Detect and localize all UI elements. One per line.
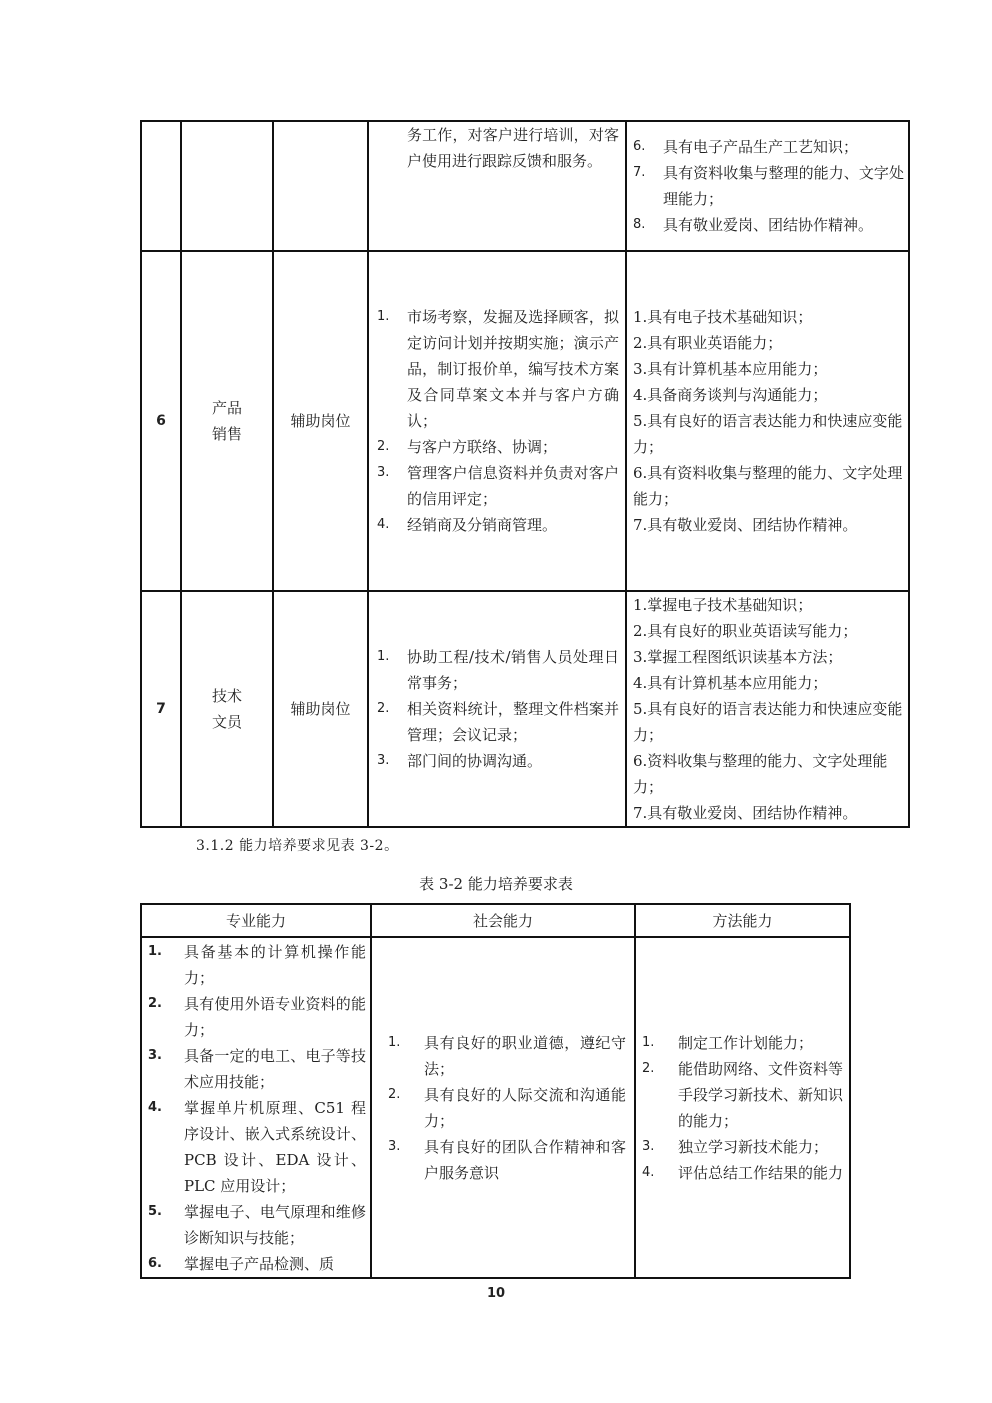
work-tasks (368, 121, 626, 251)
list-item-text: 掌握电子产品检测、质 (184, 1255, 335, 1273)
method-abilities-cell (635, 937, 850, 1278)
method-ability-item (642, 1056, 843, 1134)
professional-ability-item (148, 939, 366, 991)
list-item-text: 掌握单片机原理、C51 程序设计、嵌入式系统设计、PCB 设计、EDA 设计、PLC 应用设计； (184, 1099, 366, 1195)
professional-ability-item (148, 991, 366, 1043)
list-item-text: 掌握电子、电气原理和维修诊断知识与技能； (184, 1203, 366, 1247)
list-item-text: 具备基本的计算机操作能力； (184, 943, 366, 987)
ability-text: 7.具有敬业爱岗、团结协作精神。 (633, 516, 858, 534)
position-name-line: 产品 (211, 399, 242, 417)
position-name-line: 销售 (211, 425, 242, 443)
position-type: 辅助岗位 (273, 591, 368, 827)
list-item-number: 3. (148, 1048, 162, 1063)
list-item-number: 4. (642, 1164, 655, 1180)
professional-ability-item (148, 1095, 366, 1199)
position-name (181, 121, 273, 251)
work-tasks (368, 251, 626, 591)
header-social: 社会能力 (371, 904, 635, 937)
list-item-text: 经销商及分销商管理。 (407, 516, 558, 534)
list-item-text: 具有良好的职业道德，遵纪守法； (424, 1033, 626, 1078)
list-item-text: 具有使用外语专业资料的能力； (184, 995, 366, 1039)
ability-text: 5.具有良好的语言表达能力和快速应变能力； (633, 700, 903, 744)
job-position-table (140, 120, 910, 828)
list-item-text: 具备一定的电工、电子等技术应用技能； (184, 1047, 366, 1091)
list-item-number: 3. (642, 1138, 655, 1154)
work-tasks-list (377, 304, 619, 538)
professional-ability-item (148, 1251, 366, 1277)
work-tasks-list (377, 644, 619, 774)
task-item (377, 512, 619, 538)
method-ability-item (642, 1134, 843, 1160)
list-item-number: 6. (633, 139, 646, 154)
social-abilities-list (388, 1030, 626, 1186)
list-item-text: 具有良好的团队合作精神和客户服务意识 (424, 1137, 626, 1182)
list-item-number: 1. (148, 944, 162, 959)
table-row (141, 591, 909, 827)
method-ability-item (642, 1160, 843, 1186)
ability-item (633, 212, 904, 238)
ability-requirements-table (140, 903, 851, 1279)
ability-text: 2.具有职业英语能力； (633, 334, 783, 352)
position-name (181, 591, 273, 827)
header-method: 方法能力 (635, 904, 850, 937)
social-ability-item (388, 1082, 626, 1134)
position-name-line: 技术 (211, 687, 242, 705)
list-item-number: 1. (388, 1034, 401, 1050)
list-item-number: 8. (633, 217, 646, 232)
ability-item (633, 160, 904, 212)
list-item-text: 市场考察，发掘及选择顾客，拟定访问计划并按期实施；演示产品，制订报价单，编写技术方案及合同草案文本并与客户方确认； (407, 308, 619, 430)
list-item-text: 具有资料收集与整理的能力、文字处理能力； (663, 164, 904, 208)
list-item-text: 独立学习新技术能力； (678, 1137, 829, 1156)
ability-list (633, 134, 904, 238)
list-item-number: 2. (377, 439, 390, 454)
work-tasks (368, 591, 626, 827)
task-item (377, 696, 619, 748)
list-item-number: 2. (388, 1086, 401, 1102)
position-number: 7 (141, 591, 181, 827)
task-item (377, 304, 619, 434)
list-item-number: 4. (377, 517, 390, 532)
list-item-text: 相关资料统计，整理文件档案并管理；会议记录； (407, 700, 619, 744)
task-item (377, 644, 619, 696)
list-item-number: 1. (377, 649, 390, 664)
list-item-number: 1. (377, 309, 390, 324)
task-item (377, 460, 619, 512)
position-type: 辅助岗位 (273, 251, 368, 591)
ability-text: 4.具有计算机基本应用能力； (633, 674, 828, 692)
list-item-text: 具有良好的人际交流和沟通能力； (424, 1085, 626, 1130)
professional-ability-item (148, 1043, 366, 1095)
list-item-number: 3. (388, 1138, 401, 1154)
ability-text: 6.具有资料收集与整理的能力、文字处理能力； (633, 464, 903, 508)
list-item-number: 2. (642, 1060, 655, 1076)
position-name (181, 251, 273, 591)
ability-item (633, 134, 904, 160)
list-item-number: 2. (148, 996, 162, 1011)
list-item-text: 具有敬业爱岗、团结协作精神。 (663, 216, 874, 234)
ability-text: 3.具有计算机基本应用能力； (633, 360, 828, 378)
list-item-number: 3. (377, 465, 390, 480)
professional-ability-item (148, 1199, 366, 1251)
ability-text: 1.掌握电子技术基础知识； (633, 596, 813, 614)
list-item-text: 管理客户信息资料并负责对客户的信用评定； (407, 464, 619, 508)
task-item (377, 434, 619, 460)
list-item-number: 6. (148, 1256, 162, 1271)
table-header-row (141, 904, 850, 937)
ability-text: 5.具有良好的语言表达能力和快速应变能力； (633, 412, 903, 456)
list-item-number: 5. (148, 1204, 162, 1219)
ability-requirements (626, 591, 909, 827)
ability-text: 1.具有电子技术基础知识； (633, 308, 813, 326)
ability-text: 7.具有敬业爱岗、团结协作精神。 (633, 804, 858, 822)
list-item-number: 7. (633, 165, 646, 180)
list-item-text: 评估总结工作结果的能力 (678, 1163, 844, 1182)
professional-abilities-list (148, 939, 366, 1277)
list-item-number: 2. (377, 701, 390, 716)
section-caption: 3.1.2 能力培养要求见表 3-2。 (196, 838, 399, 854)
ability-text: 2.具有良好的职业英语读写能力； (633, 622, 858, 640)
list-item-number: 4. (148, 1100, 162, 1115)
list-item-text: 与客户方联络、协调； (407, 438, 558, 456)
task-item (377, 748, 619, 774)
ability-requirements (626, 121, 909, 251)
social-ability-item (388, 1030, 626, 1082)
ability-text: 6.资料收集与整理的能力、文字处理能力； (633, 752, 888, 796)
professional-abilities-cell (141, 937, 371, 1278)
list-item-text: 制定工作计划能力； (678, 1033, 814, 1052)
position-type (273, 121, 368, 251)
page-number: 10 (486, 1286, 506, 1301)
social-ability-item (388, 1134, 626, 1186)
method-ability-item (642, 1030, 843, 1056)
list-item-text: 部门间的协调沟通。 (407, 752, 543, 770)
ability-text: 3.掌握工程图纸识读基本方法； (633, 648, 843, 666)
table-row (141, 121, 909, 251)
method-abilities-list (642, 1030, 843, 1186)
table-row (141, 937, 850, 1278)
list-item-text: 具有电子产品生产工艺知识； (663, 138, 859, 156)
position-number: 6 (141, 251, 181, 591)
task-text: 务工作，对客户进行培训，对客户使用进行跟踪反馈和服务。 (407, 126, 619, 170)
table-caption: 表 3-2 能力培养要求表 (419, 875, 573, 893)
ability-text: 4.具备商务谈判与沟通能力； (633, 386, 828, 404)
position-name-line: 文员 (211, 713, 242, 731)
list-item-number: 3. (377, 753, 390, 768)
list-item-number: 1. (642, 1034, 655, 1050)
header-professional: 专业能力 (141, 904, 371, 937)
ability-requirements (626, 251, 909, 591)
list-item-text: 能借助网络、文件资料等手段学习新技术、新知识的能力； (678, 1059, 844, 1130)
social-abilities-cell (371, 937, 635, 1278)
position-number (141, 121, 181, 251)
list-item-text: 协助工程/技术/销售人员处理日常事务； (407, 648, 619, 692)
table-row (141, 251, 909, 591)
